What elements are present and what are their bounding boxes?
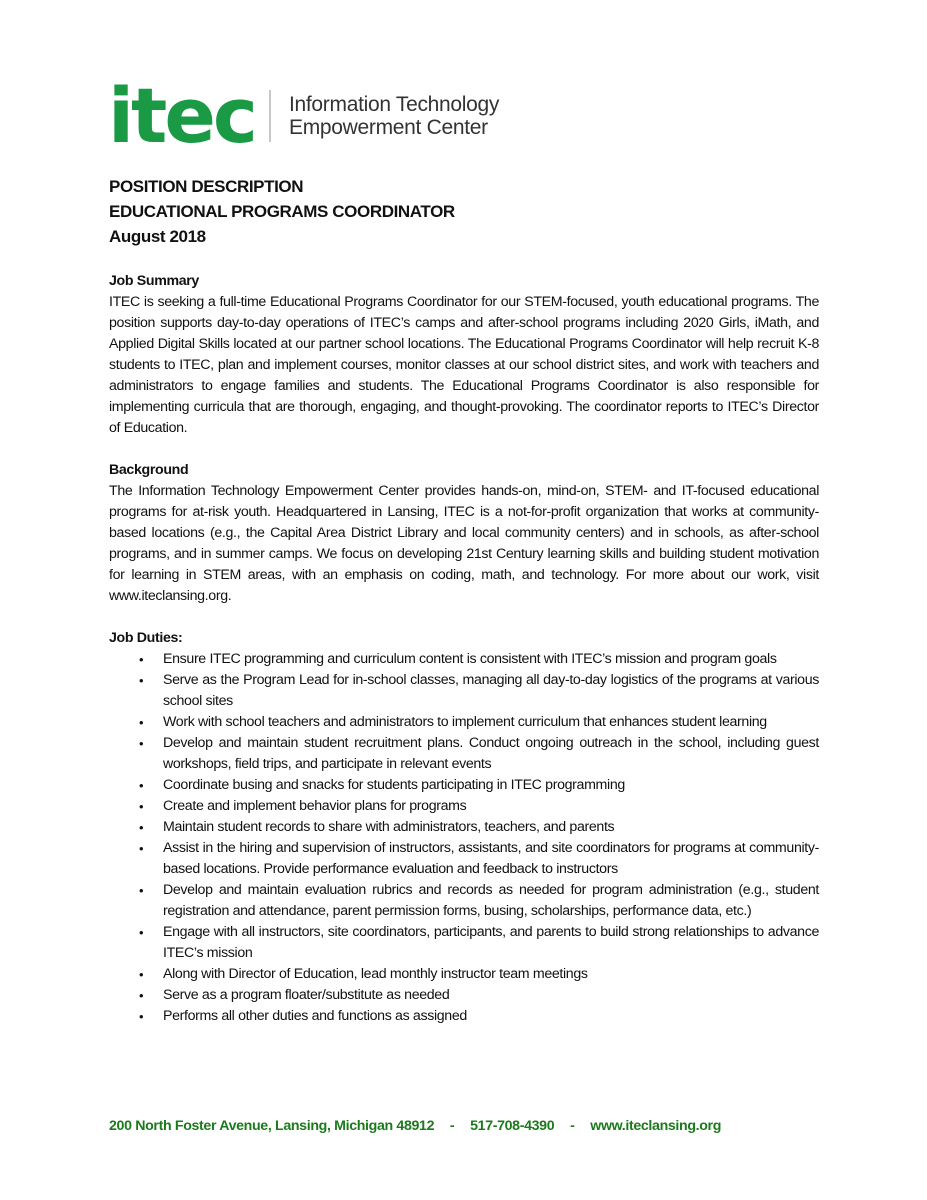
footer-contact — [109, 1118, 819, 1134]
duty-item — [109, 838, 819, 880]
logo-wordmark: itec — [108, 71, 255, 160]
footer-address: 200 North Foster Avenue, Lansing, Michigan 48912 — [109, 1118, 435, 1134]
bullet-icon: • — [139, 1009, 144, 1024]
bullet-icon: • — [139, 799, 144, 814]
duty-text: Create and implement behavior plans for programs — [163, 798, 467, 814]
duty-item — [109, 880, 819, 922]
duty-item — [109, 733, 819, 775]
job-summary-text: ITEC is seeking a full-time Educational Programs Coordinator for our STEM-focused, youth educational programs. The position supports day-to-day operations of ITEC’s camps and after-school programs including 2020 Girls, iMath, and Applied Digital Skills located at our partner school locations. The Educational Programs Coordinator will help recruit K-8 students to ITEC, plan and implement courses, monitor classes at our school district sites, and work with teachers and administrators to engage families and students. The Educational Programs Coordinator is also responsible for implementing curricula that are thorough, engaging, and thought-provoking. The coordinator reports to ITEC’s Director of Education. — [109, 294, 819, 436]
duty-item — [109, 775, 819, 796]
duty-text: Along with Director of Education, lead monthly instructor team meetings — [163, 966, 588, 982]
title-date: August 2018 — [109, 227, 206, 246]
bullet-icon: • — [139, 925, 144, 940]
background-section — [109, 460, 819, 607]
background-heading: Background — [109, 462, 189, 478]
logo-tagline — [289, 93, 499, 139]
footer-separator: - — [449, 1118, 455, 1134]
document-title — [109, 174, 455, 249]
logo-tagline-line1: Information Technology — [288, 93, 500, 116]
duty-item — [109, 649, 819, 670]
job-duties-heading: Job Duties: — [109, 630, 183, 646]
duty-text: Develop and maintain student recruitment plans. Conduct ongoing outreach in the school, including guest workshops, field trips, and participate in relevant events — [163, 735, 819, 772]
duty-text: Maintain student records to share with administrators, teachers, and parents — [163, 819, 615, 835]
job-duties-section — [109, 628, 819, 1027]
duty-text: Develop and maintain evaluation rubrics and records as needed for program administration (e.g., student registration and attendance, parent permission forms, busing, scholarships, performance data, etc.) — [163, 882, 819, 919]
job-summary-heading: Job Summary — [109, 273, 199, 289]
bullet-icon: • — [139, 715, 144, 730]
duty-text: Coordinate busing and snacks for students participating in ITEC programming — [163, 777, 625, 793]
duty-text: Ensure ITEC programming and curriculum content is consistent with ITEC’s mission and program goals — [163, 651, 777, 667]
bullet-icon: • — [139, 820, 144, 835]
footer-separator: - — [570, 1118, 575, 1134]
job-duties-list — [109, 649, 819, 1027]
duty-text: Assist in the hiring and supervision of instructors, assistants, and site coordinators for programs at community-based locations. Provide performance evaluation and feedback to instructors — [163, 840, 819, 877]
footer-website-link[interactable]: www.iteclansing.org — [590, 1118, 722, 1134]
duty-item — [109, 985, 819, 1006]
title-position-description: POSITION DESCRIPTION — [109, 177, 304, 196]
footer-phone: 517-708-4390 — [470, 1118, 555, 1134]
duty-text: Performs all other duties and functions as assigned — [163, 1008, 467, 1024]
document-body — [109, 271, 819, 1048]
duty-text: Work with school teachers and administrators to implement curriculum that enhances student learning — [163, 714, 767, 730]
duty-item — [109, 922, 819, 964]
duty-item — [109, 964, 819, 985]
bullet-icon: • — [139, 883, 144, 898]
title-job-name: EDUCATIONAL PROGRAMS COORDINATOR — [109, 202, 455, 221]
duty-item — [109, 796, 819, 817]
duty-item — [109, 712, 819, 733]
bullet-icon: • — [139, 988, 144, 1003]
logo-tagline-line2: Empowerment Center — [288, 116, 488, 139]
background-text: The Information Technology Empowerment Center provides hands-on, mind-on, STEM- and IT-focused educational programs for at-risk youth. Headquartered in Lansing, ITEC is a not-for-profit organization that works at community-based locations (e.g., the Capital Area District Library and local community centers) and in schools, as after-school programs, and in summer camps. We focus on developing 21st Century learning skills and building student motivation for learning in STEM areas, with an emphasis on coding, math, and technology. For more about our work, visit www.iteclansing.org. — [109, 483, 819, 604]
duty-item — [109, 1006, 819, 1027]
duty-text: Engage with all instructors, site coordinators, participants, and parents to build strong relationships to advance ITEC’s mission — [163, 924, 819, 961]
itec-logo — [108, 71, 500, 160]
logo-divider — [269, 90, 271, 142]
bullet-icon: • — [139, 673, 144, 688]
bullet-icon: • — [139, 841, 144, 856]
bullet-icon: • — [139, 736, 144, 751]
duty-text: Serve as the Program Lead for in-school classes, managing all day-to-day logistics of the programs at various school sites — [163, 672, 819, 709]
bullet-icon: • — [139, 967, 144, 982]
duty-item — [109, 817, 819, 838]
bullet-icon: • — [139, 778, 144, 793]
job-summary-section — [109, 271, 819, 439]
duty-text: Serve as a program floater/substitute as needed — [163, 987, 450, 1003]
duty-item — [109, 670, 819, 712]
bullet-icon: • — [139, 652, 144, 667]
